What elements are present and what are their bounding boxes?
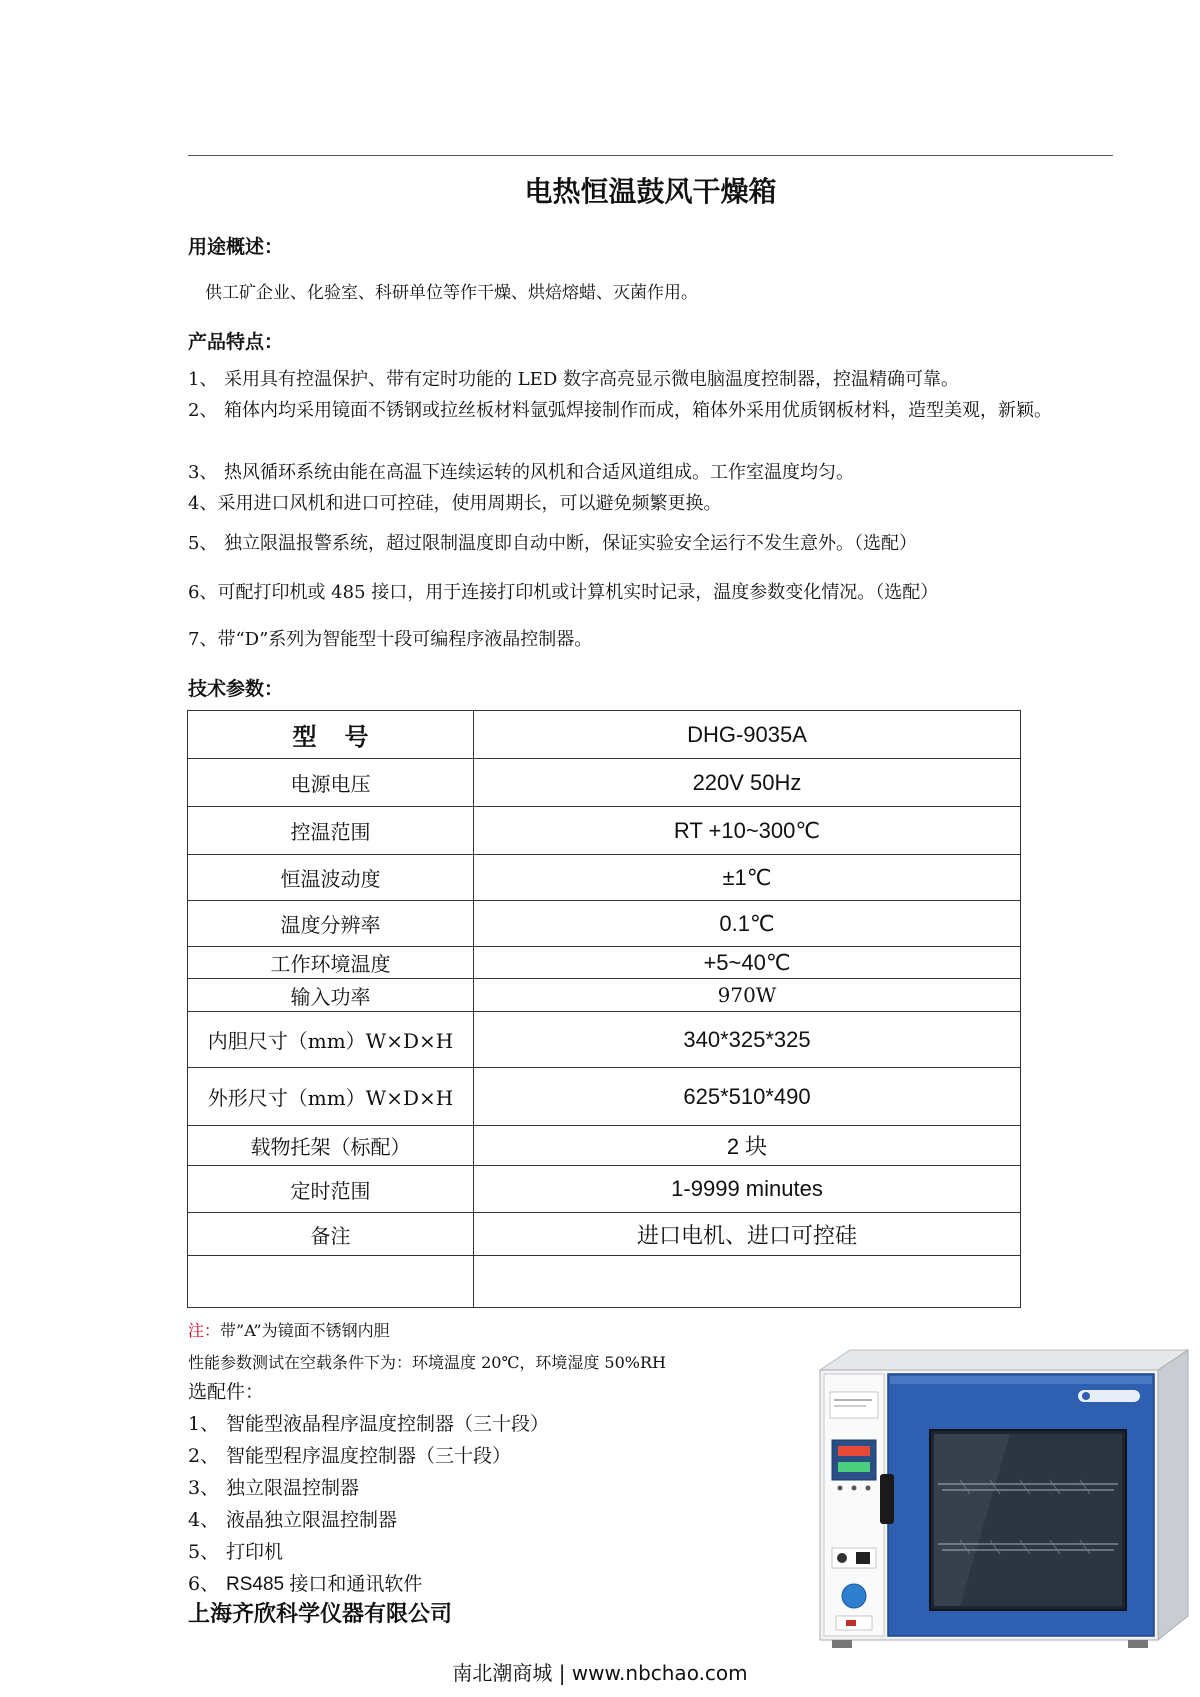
option-text: 打印机 bbox=[226, 1541, 284, 1563]
table-row bbox=[188, 1213, 1021, 1256]
feature-number: 2、 bbox=[188, 400, 218, 421]
feature-item-6 bbox=[188, 578, 1118, 608]
spec-key: 恒温波动度 bbox=[188, 855, 474, 901]
feature-item-2 bbox=[188, 396, 1118, 426]
option-number: 4、 bbox=[188, 1509, 220, 1531]
feature-number: 3、 bbox=[188, 462, 218, 483]
spec-key: 载物托架（标配） bbox=[188, 1126, 474, 1166]
option-item-3 bbox=[188, 1472, 359, 1504]
table-row bbox=[188, 759, 1021, 807]
test-condition: 性能参数测试在空载条件下为：环境温度 20℃，环境湿度 50%RH bbox=[188, 1353, 666, 1372]
table-row bbox=[188, 1012, 1021, 1068]
table-row bbox=[188, 711, 1021, 759]
table-row bbox=[188, 807, 1021, 855]
feature-number: 6、 bbox=[188, 582, 218, 603]
note-label: 注： bbox=[188, 1321, 221, 1340]
spec-key: 内胆尺寸（mm）W×D×H bbox=[188, 1012, 474, 1068]
spec-value: ±1℃ bbox=[474, 855, 1021, 901]
spec-key: 输入功率 bbox=[188, 979, 474, 1012]
page-footer: 南北潮商城 | www.nbchao.com bbox=[452, 1661, 748, 1685]
feature-number: 4、 bbox=[188, 493, 218, 514]
spec-key: 控温范围 bbox=[188, 807, 474, 855]
option-text: 智能型程序温度控制器（三十段） bbox=[226, 1445, 512, 1467]
spec-key: 备注 bbox=[188, 1213, 474, 1256]
table-row bbox=[188, 1256, 1021, 1308]
note-line bbox=[188, 1318, 390, 1341]
company-name: 上海齐欣科学仪器有限公司 bbox=[188, 1602, 453, 1627]
spec-value: 970W bbox=[474, 979, 1021, 1012]
feature-number: 5、 bbox=[188, 533, 218, 554]
table-row bbox=[188, 947, 1021, 979]
spec-value: 0.1℃ bbox=[474, 901, 1021, 947]
table-row bbox=[188, 855, 1021, 901]
spec-heading: 技术参数： bbox=[188, 678, 284, 700]
feature-text: 采用进口风机和进口可控硅，使用周期长，可以避免频繁更换。 bbox=[217, 493, 722, 514]
table-row bbox=[188, 1126, 1021, 1166]
option-item-1 bbox=[188, 1408, 549, 1440]
spec-value: +5~40℃ bbox=[474, 947, 1021, 979]
feature-text: 箱体内均采用镜面不锈钢或拉丝板材料氩弧焊接制作而成，箱体外采用优质钢板材料，造型美观，新颖。 bbox=[224, 400, 1052, 421]
usage-text: 供工矿企业、化验室、科研单位等作干燥、烘焙熔蜡、灭菌作用。 bbox=[205, 283, 698, 303]
spec-table bbox=[187, 710, 1021, 1308]
option-number: 5、 bbox=[188, 1541, 220, 1563]
spec-value: 2 块 bbox=[474, 1126, 1021, 1166]
option-item-5 bbox=[188, 1536, 283, 1568]
spec-key: 外形尺寸（mm）W×D×H bbox=[188, 1068, 474, 1126]
option-text: 智能型液晶程序温度控制器（三十段） bbox=[226, 1413, 550, 1435]
timer-knob bbox=[842, 1584, 866, 1608]
option-item-2 bbox=[188, 1440, 511, 1472]
header-rule bbox=[188, 155, 1113, 156]
spec-value: DHG-9035A bbox=[474, 711, 1021, 759]
spec-key: 定时范围 bbox=[188, 1166, 474, 1213]
option-number: 1、 bbox=[188, 1413, 220, 1435]
feature-text: 热风循环系统由能在高温下连续运转的风机和合适风道组成。工作室温度均匀。 bbox=[224, 462, 854, 483]
feature-text: 带“D”系列为智能型十段可编程序液晶控制器。 bbox=[217, 629, 593, 650]
product-photo-oven bbox=[810, 1348, 1190, 1668]
table-row bbox=[188, 1068, 1021, 1126]
feature-item-1 bbox=[188, 365, 1118, 395]
option-text: RS485 接口和通讯软件 bbox=[226, 1574, 423, 1595]
spec-key: 电源电压 bbox=[188, 759, 474, 807]
option-number: 3、 bbox=[188, 1477, 220, 1499]
table-row bbox=[188, 979, 1021, 1012]
spec-key: 工作环境温度 bbox=[188, 947, 474, 979]
feature-text: 可配打印机或 485 接口，用于连接打印机或计算机实时记录，温度参数变化情况。（选配） bbox=[217, 582, 939, 603]
spec-key bbox=[188, 1256, 474, 1308]
feature-text: 独立限温报警系统，超过限制温度即自动中断，保证实验安全运行不发生意外。（选配） bbox=[224, 533, 917, 554]
option-item-4 bbox=[188, 1504, 397, 1536]
spec-value: 进口电机、进口可控硅 bbox=[474, 1213, 1021, 1256]
spec-value: 220V 50Hz bbox=[474, 759, 1021, 807]
feature-number: 7、 bbox=[188, 629, 218, 650]
spec-value bbox=[474, 1256, 1021, 1308]
feature-item-5 bbox=[188, 529, 1118, 559]
option-number: 2、 bbox=[188, 1445, 220, 1467]
usage-heading: 用途概述： bbox=[188, 236, 284, 258]
option-number: 6、 bbox=[188, 1573, 220, 1595]
feature-item-4 bbox=[188, 489, 1118, 519]
feature-text: 采用具有控温保护、带有定时功能的 LED 数字高亮显示微电脑温度控制器，控温精确可靠。 bbox=[224, 369, 959, 390]
spec-key: 型号 bbox=[188, 711, 474, 759]
table-row bbox=[188, 1166, 1021, 1213]
page-title: 电热恒温鼓风干燥箱 bbox=[524, 175, 777, 208]
feature-number: 1、 bbox=[188, 369, 218, 390]
note-text: 带”A”为镜面不锈钢内胆 bbox=[220, 1321, 390, 1340]
spec-value: 340*325*325 bbox=[474, 1012, 1021, 1068]
option-text: 液晶独立限温控制器 bbox=[226, 1509, 398, 1531]
options-heading: 选配件： bbox=[188, 1381, 265, 1403]
feature-item-3 bbox=[188, 458, 1118, 488]
table-row bbox=[188, 901, 1021, 947]
spec-value: RT +10~300℃ bbox=[474, 807, 1021, 855]
feature-item-7 bbox=[188, 625, 1118, 655]
spec-key: 温度分辨率 bbox=[188, 901, 474, 947]
features-heading: 产品特点： bbox=[188, 331, 284, 353]
option-text: 独立限温控制器 bbox=[226, 1477, 360, 1499]
spec-value: 625*510*490 bbox=[474, 1068, 1021, 1126]
spec-value: 1-9999 minutes bbox=[474, 1166, 1021, 1213]
